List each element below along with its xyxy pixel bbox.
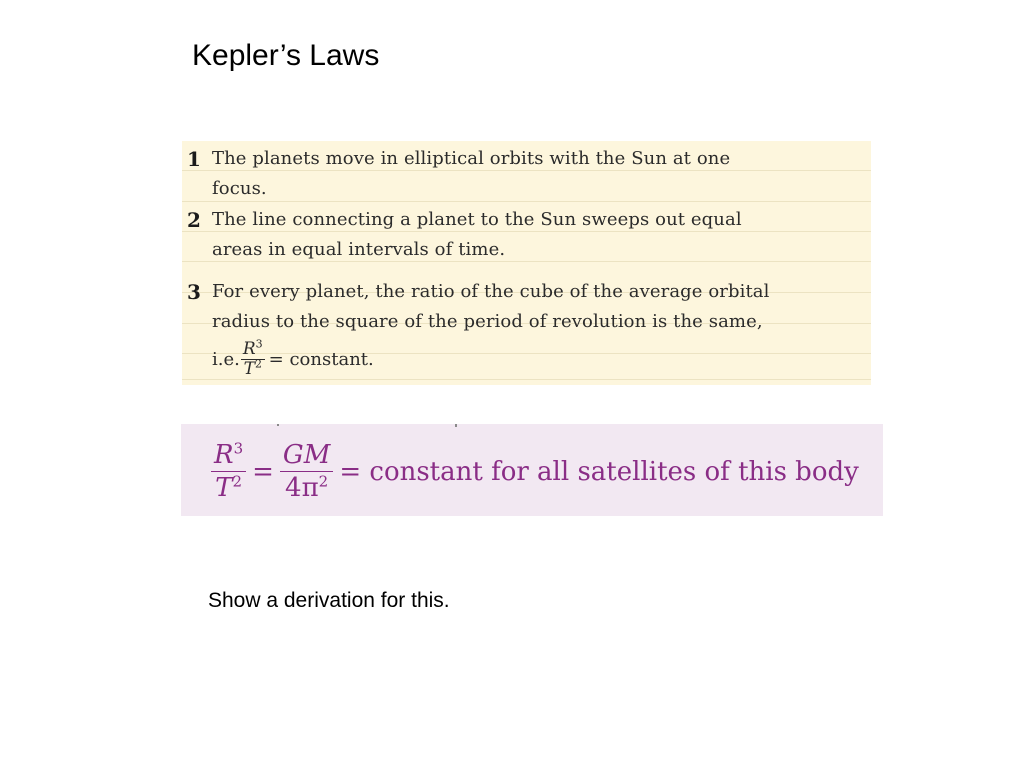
cropped-text-remnant	[181, 424, 883, 428]
formula-mid-fraction: $\frac{GM}{4\pi^2}$	[280, 440, 333, 503]
law-text-line: radius to the square of the period of revolution is the same,	[212, 311, 763, 332]
keplers-laws-panel	[182, 141, 871, 385]
law-number: 1	[187, 147, 201, 171]
equals-sign: =	[252, 456, 274, 487]
ruled-line	[182, 201, 871, 202]
law-text-line: The planets move in elliptical orbits with the Sun at one	[212, 148, 731, 169]
ratio-fraction	[241, 336, 265, 379]
formula-lhs-fraction: $\frac{R^3}{T^2}$	[211, 440, 246, 503]
formula-rhs-text: = constant for all satellites of this body	[339, 456, 859, 487]
law-text-line: focus.	[212, 178, 267, 199]
ie-prefix: i.e.	[212, 348, 240, 370]
law-number: 2	[187, 208, 201, 232]
slide-title: Kepler’s Laws	[192, 39, 380, 72]
law-text-line: areas in equal intervals of time.	[212, 239, 506, 260]
formula-panel	[181, 424, 883, 516]
law-text-line: For every planet, the ratio of the cube of the average orbital	[212, 281, 770, 302]
law-text-line: The line connecting a planet to the Sun sweeps out equal	[212, 209, 742, 230]
law-number: 3	[187, 280, 201, 304]
law-3-ratio-line	[212, 337, 374, 381]
fraction-denominator: $T^2$	[243, 356, 262, 379]
derivation-prompt: Show a derivation for this.	[208, 589, 450, 612]
keplers-third-law-formula	[211, 440, 859, 503]
fraction-numerator: $R^3$	[242, 336, 263, 359]
ie-suffix: = constant.	[268, 348, 374, 370]
